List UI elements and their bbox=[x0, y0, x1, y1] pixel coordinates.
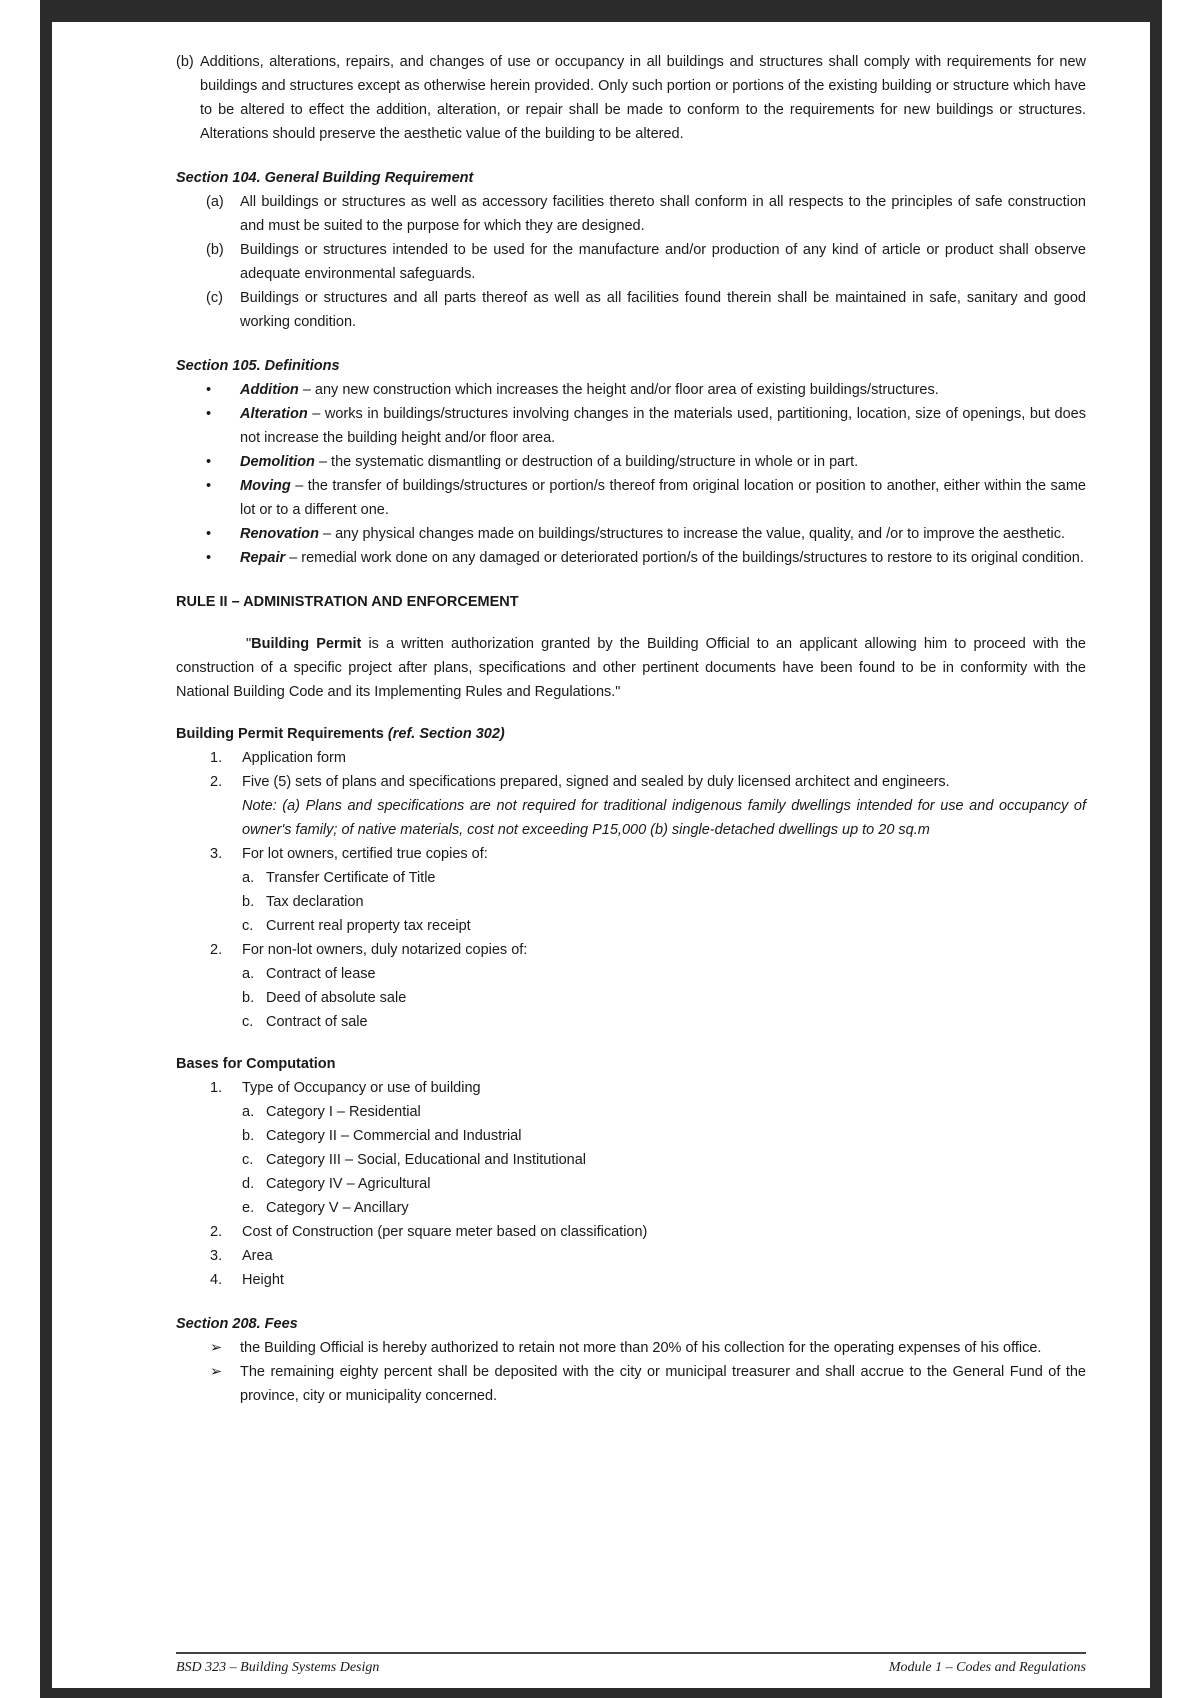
rule-2-title: RULE II – ADMINISTRATION AND ENFORCEMENT bbox=[176, 594, 519, 610]
definition-item bbox=[206, 402, 1086, 450]
item-text: Application form bbox=[242, 750, 346, 766]
fees-list bbox=[210, 1336, 1086, 1408]
arrow-bullet-icon: ➢ bbox=[210, 1340, 223, 1356]
item-number: 3. bbox=[210, 1248, 223, 1264]
sub-item bbox=[242, 1172, 1086, 1196]
item-text: Height bbox=[242, 1272, 284, 1288]
list-item bbox=[210, 1220, 1086, 1244]
footer-divider bbox=[176, 1652, 1086, 1654]
section-105-title: Section 105. Definitions bbox=[176, 358, 340, 374]
sub-label: b. bbox=[242, 894, 255, 910]
permit-term: Building Permit bbox=[251, 636, 362, 652]
bullet-icon: • bbox=[206, 382, 212, 398]
item-label: (b) bbox=[206, 242, 224, 258]
viewer-frame-left bbox=[40, 0, 52, 1698]
clause-label: (b) bbox=[176, 54, 194, 70]
list-item bbox=[210, 1244, 1086, 1268]
document-page bbox=[52, 22, 1150, 1688]
sub-text: Current real property tax receipt bbox=[266, 918, 471, 934]
definitions-list bbox=[206, 378, 1086, 570]
sub-text: Tax declaration bbox=[266, 894, 364, 910]
sub-item bbox=[242, 962, 1086, 986]
item-text: For non-lot owners, duly notarized copies of: bbox=[242, 942, 528, 958]
list-item bbox=[210, 770, 1086, 842]
item-label: (c) bbox=[206, 290, 223, 306]
list-item bbox=[210, 842, 1086, 938]
footer-course: BSD 323 – Building Systems Design bbox=[176, 1660, 380, 1675]
sub-item bbox=[242, 1148, 1086, 1172]
sub-item bbox=[242, 1010, 1086, 1034]
sub-item bbox=[242, 1124, 1086, 1148]
sub-text: Contract of sale bbox=[266, 1014, 368, 1030]
item-text: Type of Occupancy or use of building bbox=[242, 1080, 481, 1096]
item-number: 3. bbox=[210, 846, 223, 862]
section-104-title: Section 104. General Building Requirement bbox=[176, 170, 474, 186]
item-number: 2. bbox=[210, 1224, 223, 1240]
bullet-icon: • bbox=[206, 526, 212, 542]
item-number: 2. bbox=[210, 774, 223, 790]
definition-term: Moving bbox=[240, 478, 291, 494]
sub-label: a. bbox=[242, 1104, 255, 1120]
viewer-frame-right bbox=[1150, 0, 1162, 1698]
item-text: Buildings or structures and all parts thereof as well as all facilities found therein shall be maintained in safe, sanitary and good working condition. bbox=[240, 290, 1086, 330]
list-item bbox=[206, 286, 1086, 334]
sub-text: Transfer Certificate of Title bbox=[266, 870, 436, 886]
list-item bbox=[206, 238, 1086, 286]
sub-item bbox=[242, 866, 1086, 890]
item-text: the Building Official is hereby authorized to retain not more than 20% of his collection for the operating expenses of his office. bbox=[240, 1340, 1042, 1356]
bullet-icon: • bbox=[206, 478, 212, 494]
definition-text: – any new construction which increases the height and/or floor area of existing buildings/structures. bbox=[298, 382, 939, 398]
list-item bbox=[210, 1076, 1086, 1220]
definition-text: – the systematic dismantling or destruction of a building/structure in whole or in part. bbox=[314, 454, 859, 470]
list-item bbox=[210, 938, 1086, 1034]
sub-text: Deed of absolute sale bbox=[266, 990, 407, 1006]
item-text: Cost of Construction (per square meter based on classification) bbox=[242, 1224, 648, 1240]
list-item bbox=[206, 190, 1086, 238]
item-text: For lot owners, certified true copies of: bbox=[242, 846, 488, 862]
item-text: Buildings or structures intended to be used for the manufacture and/or production of any kind of article or product shall observe adequate environmental safeguards. bbox=[240, 242, 1086, 282]
page-content bbox=[176, 50, 1086, 1408]
sub-item bbox=[242, 1100, 1086, 1124]
sub-text: Category V – Ancillary bbox=[266, 1200, 409, 1216]
sub-label: c. bbox=[242, 1014, 254, 1030]
sub-list bbox=[242, 962, 1086, 1034]
item-number: 1. bbox=[210, 750, 223, 766]
permit-requirements-list bbox=[210, 746, 1086, 1034]
sub-item bbox=[242, 890, 1086, 914]
definition-term: Repair bbox=[240, 550, 286, 566]
building-permit-definition bbox=[176, 632, 1086, 704]
definition-item bbox=[206, 546, 1086, 570]
definition-text: – remedial work done on any damaged or deteriorated portion/s of the buildings/structures to restore to its original condition. bbox=[285, 550, 1084, 566]
bases-list bbox=[210, 1076, 1086, 1292]
clause-text: Additions, alterations, repairs, and changes of use or occupancy in all buildings and structures shall comply with requirements for new buildings and structures except as otherwise herein provided. Only such portion or portions of the existing building or structure which have to be altered to effect the addition, alteration, or repair shall be made to conform to the requirements for new buildings or structures. Alterations should preserve the aesthetic value of the building to be altered. bbox=[200, 54, 1086, 142]
item-number: 1. bbox=[210, 1080, 223, 1096]
sub-label: a. bbox=[242, 966, 255, 982]
definition-text: – works in buildings/structures involving changes in the materials used, partitioning, location, size of openings, but does not increase the building height and/or floor area. bbox=[240, 406, 1086, 446]
bullet-icon: • bbox=[206, 550, 212, 566]
permit-requirements-title bbox=[176, 722, 1086, 746]
definition-item bbox=[206, 378, 1086, 402]
sub-list bbox=[242, 1100, 1086, 1220]
definition-term: Renovation bbox=[240, 526, 319, 542]
definition-text: – the transfer of buildings/structures or portion/s thereof from original location or position to another, either within the same lot or to a different one. bbox=[240, 478, 1086, 518]
sub-label: c. bbox=[242, 918, 254, 934]
sub-text: Contract of lease bbox=[266, 966, 376, 982]
sub-text: Category I – Residential bbox=[266, 1104, 421, 1120]
list-item bbox=[210, 1360, 1086, 1408]
sub-text: Category II – Commercial and Industrial bbox=[266, 1128, 522, 1144]
definition-text: – any physical changes made on buildings/structures to increase the value, quality, and /or to improve the aesthetic. bbox=[318, 526, 1066, 542]
bullet-icon: • bbox=[206, 454, 212, 470]
requirement-note: Note: (a) Plans and specifications are not required for traditional indigenous family dwellings intended for use and occupancy of owner's family; of native materials, cost not exceeding P15,000 (b) single-detached dwellings up to 20 sq.m bbox=[242, 798, 1086, 838]
clause-b-continued bbox=[176, 50, 1086, 146]
definition-item bbox=[206, 522, 1086, 546]
permit-definition-text: is a written authorization granted by the Building Official to an applicant allowing him to proceed with the construction of a specific project after plans, specifications and other pertinent documents have been found to be in conformity with the National Building Code and its Implementing Rules and Regulations." bbox=[176, 636, 1086, 700]
quote-mark: " bbox=[246, 636, 252, 652]
sub-list bbox=[242, 866, 1086, 938]
viewer-frame-bottom bbox=[40, 1688, 1160, 1698]
item-number: 2. bbox=[210, 942, 223, 958]
definition-term: Demolition bbox=[240, 454, 315, 470]
viewer-frame-top bbox=[40, 0, 1160, 22]
sub-label: d. bbox=[242, 1176, 255, 1192]
bases-title: Bases for Computation bbox=[176, 1056, 336, 1072]
sub-label: a. bbox=[242, 870, 255, 886]
item-number: 4. bbox=[210, 1272, 223, 1288]
permit-requirements-label: Building Permit Requirements bbox=[176, 726, 388, 742]
definition-item bbox=[206, 450, 1086, 474]
page-footer bbox=[176, 1660, 1086, 1676]
arrow-bullet-icon: ➢ bbox=[210, 1364, 223, 1380]
list-item bbox=[210, 1268, 1086, 1292]
sub-label: b. bbox=[242, 1128, 255, 1144]
definition-item bbox=[206, 474, 1086, 522]
sub-item bbox=[242, 1196, 1086, 1220]
list-item bbox=[210, 1336, 1086, 1360]
sub-label: b. bbox=[242, 990, 255, 1006]
sub-item bbox=[242, 986, 1086, 1010]
bullet-icon: • bbox=[206, 406, 212, 422]
definition-term: Addition bbox=[240, 382, 299, 398]
item-text: The remaining eighty percent shall be deposited with the city or municipal treasurer and shall accrue to the General Fund of the province, city or municipality concerned. bbox=[240, 1364, 1086, 1404]
sub-text: Category III – Social, Educational and Institutional bbox=[266, 1152, 586, 1168]
item-text: All buildings or structures as well as accessory facilities thereto shall conform in all respects to the principles of safe construction and must be suited to the purpose for which they are designed. bbox=[240, 194, 1086, 234]
footer-module: Module 1 – Codes and Regulations bbox=[888, 1660, 1086, 1675]
item-label: (a) bbox=[206, 194, 224, 210]
sub-item bbox=[242, 914, 1086, 938]
sub-text: Category IV – Agricultural bbox=[266, 1176, 431, 1192]
definition-term: Alteration bbox=[240, 406, 308, 422]
item-text: Area bbox=[242, 1248, 273, 1264]
section-208-title: Section 208. Fees bbox=[176, 1316, 298, 1332]
section-104-list bbox=[206, 190, 1086, 334]
item-text: Five (5) sets of plans and specifications prepared, signed and sealed by duly licensed architect and engineers. bbox=[242, 774, 950, 790]
list-item bbox=[210, 746, 1086, 770]
permit-requirements-ref: (ref. Section 302) bbox=[387, 726, 505, 742]
sub-label: e. bbox=[242, 1200, 255, 1216]
sub-label: c. bbox=[242, 1152, 254, 1168]
